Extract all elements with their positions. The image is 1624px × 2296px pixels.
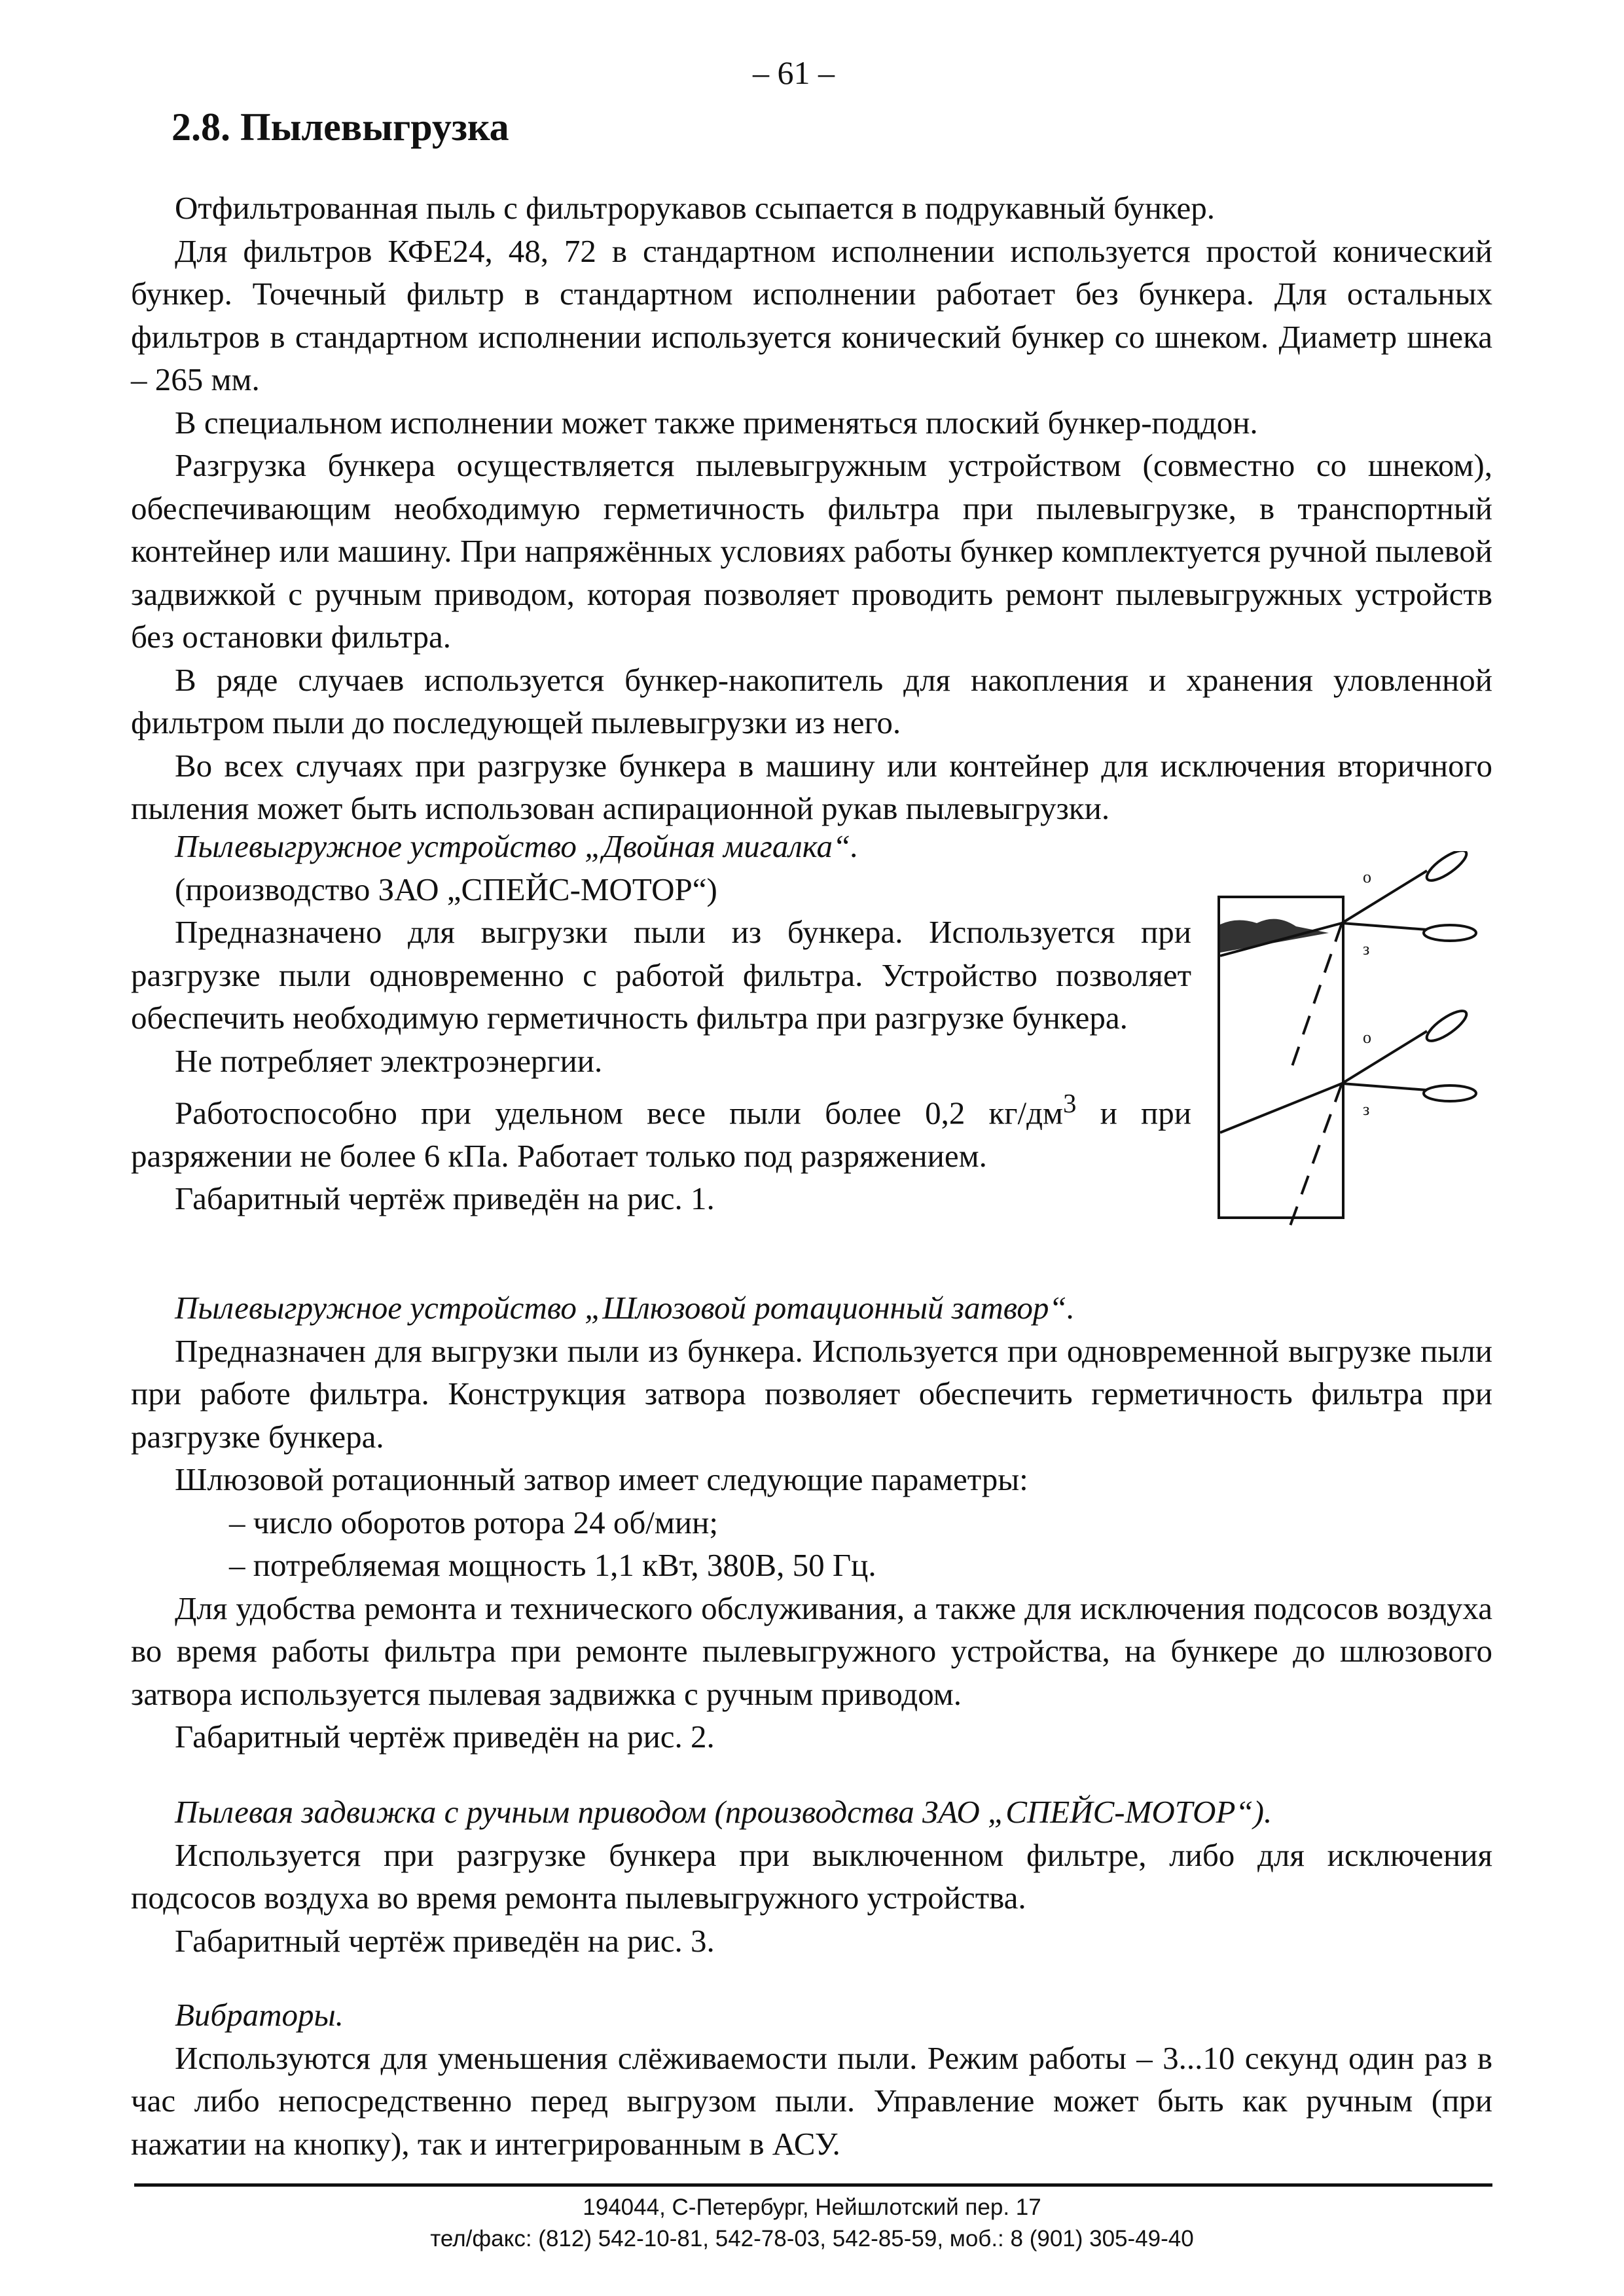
subsection-heading: Пылевыгружное устройство „Двойная мигалка“.: [175, 828, 859, 864]
paragraph: Габаритный чертёж приведён на рис. 1.: [175, 1180, 715, 1217]
rotary-valve-section: [131, 1286, 1492, 1758]
gate-valve-section: [131, 1791, 1492, 1962]
dust-pile: [1220, 919, 1329, 953]
paragraph: Габаритный чертёж приведён на рис. 2.: [175, 1719, 715, 1755]
param-item: – потребляемая мощность 1,1 кВт, 380В, 50 Гц.: [229, 1547, 876, 1583]
lower-flap: [1220, 1084, 1342, 1133]
subsection-heading: Вибраторы.: [175, 1997, 344, 2033]
paragraph: Габаритный чертёж приведён на рис. 3.: [175, 1922, 715, 1959]
footer-contacts: тел/факс: (812) 542-10-81, 542-78-03, 542-85-59, моб.: 8 (901) 305-49-40: [430, 2226, 1194, 2251]
maker-line: (производство ЗАО „СПЕЙС-МОТОР“): [175, 871, 717, 907]
closed-label-upper: з: [1363, 939, 1370, 958]
paragraph: В специальном исполнении может также применяться плоский бункер-поддон.: [175, 404, 1258, 441]
paragraph: Предназначен для выгрузки пыли из бункера. Используется при одновременной выгрузке пыли при работе фильтра. Конструкция затвора позволяет обеспечить герметичность фильтра при разгрузке бункера.: [131, 1332, 1492, 1455]
upper-lever: [1342, 851, 1476, 941]
paragraph: Отфильтрованная пыль с фильтрорукавов ссыпается в подрукавный бункер.: [175, 190, 1216, 226]
paragraph: Разгрузка бункера осуществляется пылевыгружным устройством (совместно со шнеком), обеспечивающим необходимую герметичность фильтра при пылевыгрузке, в транспортный контейнер или машину. При напряжённых условиях работы бункер комплектуется ручной пылевой задвижкой с ручным приводом, которая позволяет проводить ремонт пылевыгружных устройств без остановки фильтра.: [131, 447, 1492, 655]
paragraph: Используются для уменьшения слёживаемости пыли. Режим работы – 3...10 секунд один раз в час либо непосредственно перед выгрузом пыли. Управление может быть как ручным (при нажатии на кнопку), так и интегрированным в АСУ.: [131, 2039, 1492, 2162]
double-flap-figure: [1211, 851, 1486, 1231]
intro-text: [131, 187, 1492, 830]
paragraph: Предназначено для выгрузки пыли из бункера. Используется при разгрузке пыли одновременно с работой фильтра. Устройство позволяет обеспечить необходимую герметичность фильтра при разгрузке бункера.: [131, 914, 1191, 1036]
paragraph: Для удобства ремонта и технического обслуживания, а также для исключения подсосов воздуха во время работы фильтра при ремонте пылевыгружного устройства, на бункере до шлюзового затвора используется пылевая задвижка с ручным приводом.: [131, 1590, 1492, 1712]
subsection-heading: Пылевыгружное устройство „Шлюзовой ротационный затвор“.: [175, 1290, 1075, 1326]
paragraph: Не потребляет электроэнергии.: [175, 1042, 603, 1079]
footer-address: 194044, С-Петербург, Нейшлотский пер. 17: [583, 2195, 1041, 2220]
double-flap-section: [131, 825, 1191, 1220]
param-item: – число оборотов ротора 24 об/мин;: [229, 1504, 718, 1540]
paragraph: Для фильтров КФЕ24, 48, 72 в стандартном исполнении используется простой конический бункер. Точечный фильтр в стандартном исполнении работает без бункера. Для остальных фильтров в стандартном исполнении используется конический бункер со шнеком. Диаметр шнека – 265 мм.: [131, 232, 1492, 397]
paragraph: Шлюзовой ротационный затвор имеет следующие параметры:: [175, 1461, 1028, 1497]
section-title: 2.8. Пылевыгрузка: [171, 105, 509, 149]
paragraph: Работоспособно при удельном весе пыли более 0,2 $кг/дм^3$ и при разряжении не более 6 кПа. Работает только под разряжением.: [131, 1089, 1191, 1174]
closed-label-lower: з: [1363, 1100, 1370, 1119]
paragraph: В ряде случаев используется бункер-накопитель для накопления и хранения уловленной фильтром пыли до последующей пылевыгрузки из него.: [131, 661, 1492, 740]
open-label-upper: о: [1363, 867, 1371, 886]
lower-lever: [1342, 1006, 1476, 1101]
subsection-heading: Пылевая задвижка с ручным приводом (производства ЗАО „СПЕЙС-МОТОР“).: [175, 1794, 1272, 1830]
upper-flap-open-position: [1290, 923, 1342, 1074]
paragraph: Используется при разгрузке бункера при выключенном фильтре, либо для исключения подсосов воздуха во время ремонта пылевыгружного устройства.: [131, 1836, 1492, 1916]
footer-rule: [134, 2183, 1492, 2187]
page-number: – 61 –: [753, 54, 835, 91]
lower-flap-open-position: [1290, 1084, 1342, 1228]
open-label-lower: о: [1363, 1028, 1371, 1047]
paragraph: Во всех случаях при разгрузке бункера в машину или контейнер для исключения вторичного пыления может быть использован аспирационной рукав пылевыгрузки.: [131, 747, 1492, 826]
vibrators-section: [131, 1994, 1492, 2165]
